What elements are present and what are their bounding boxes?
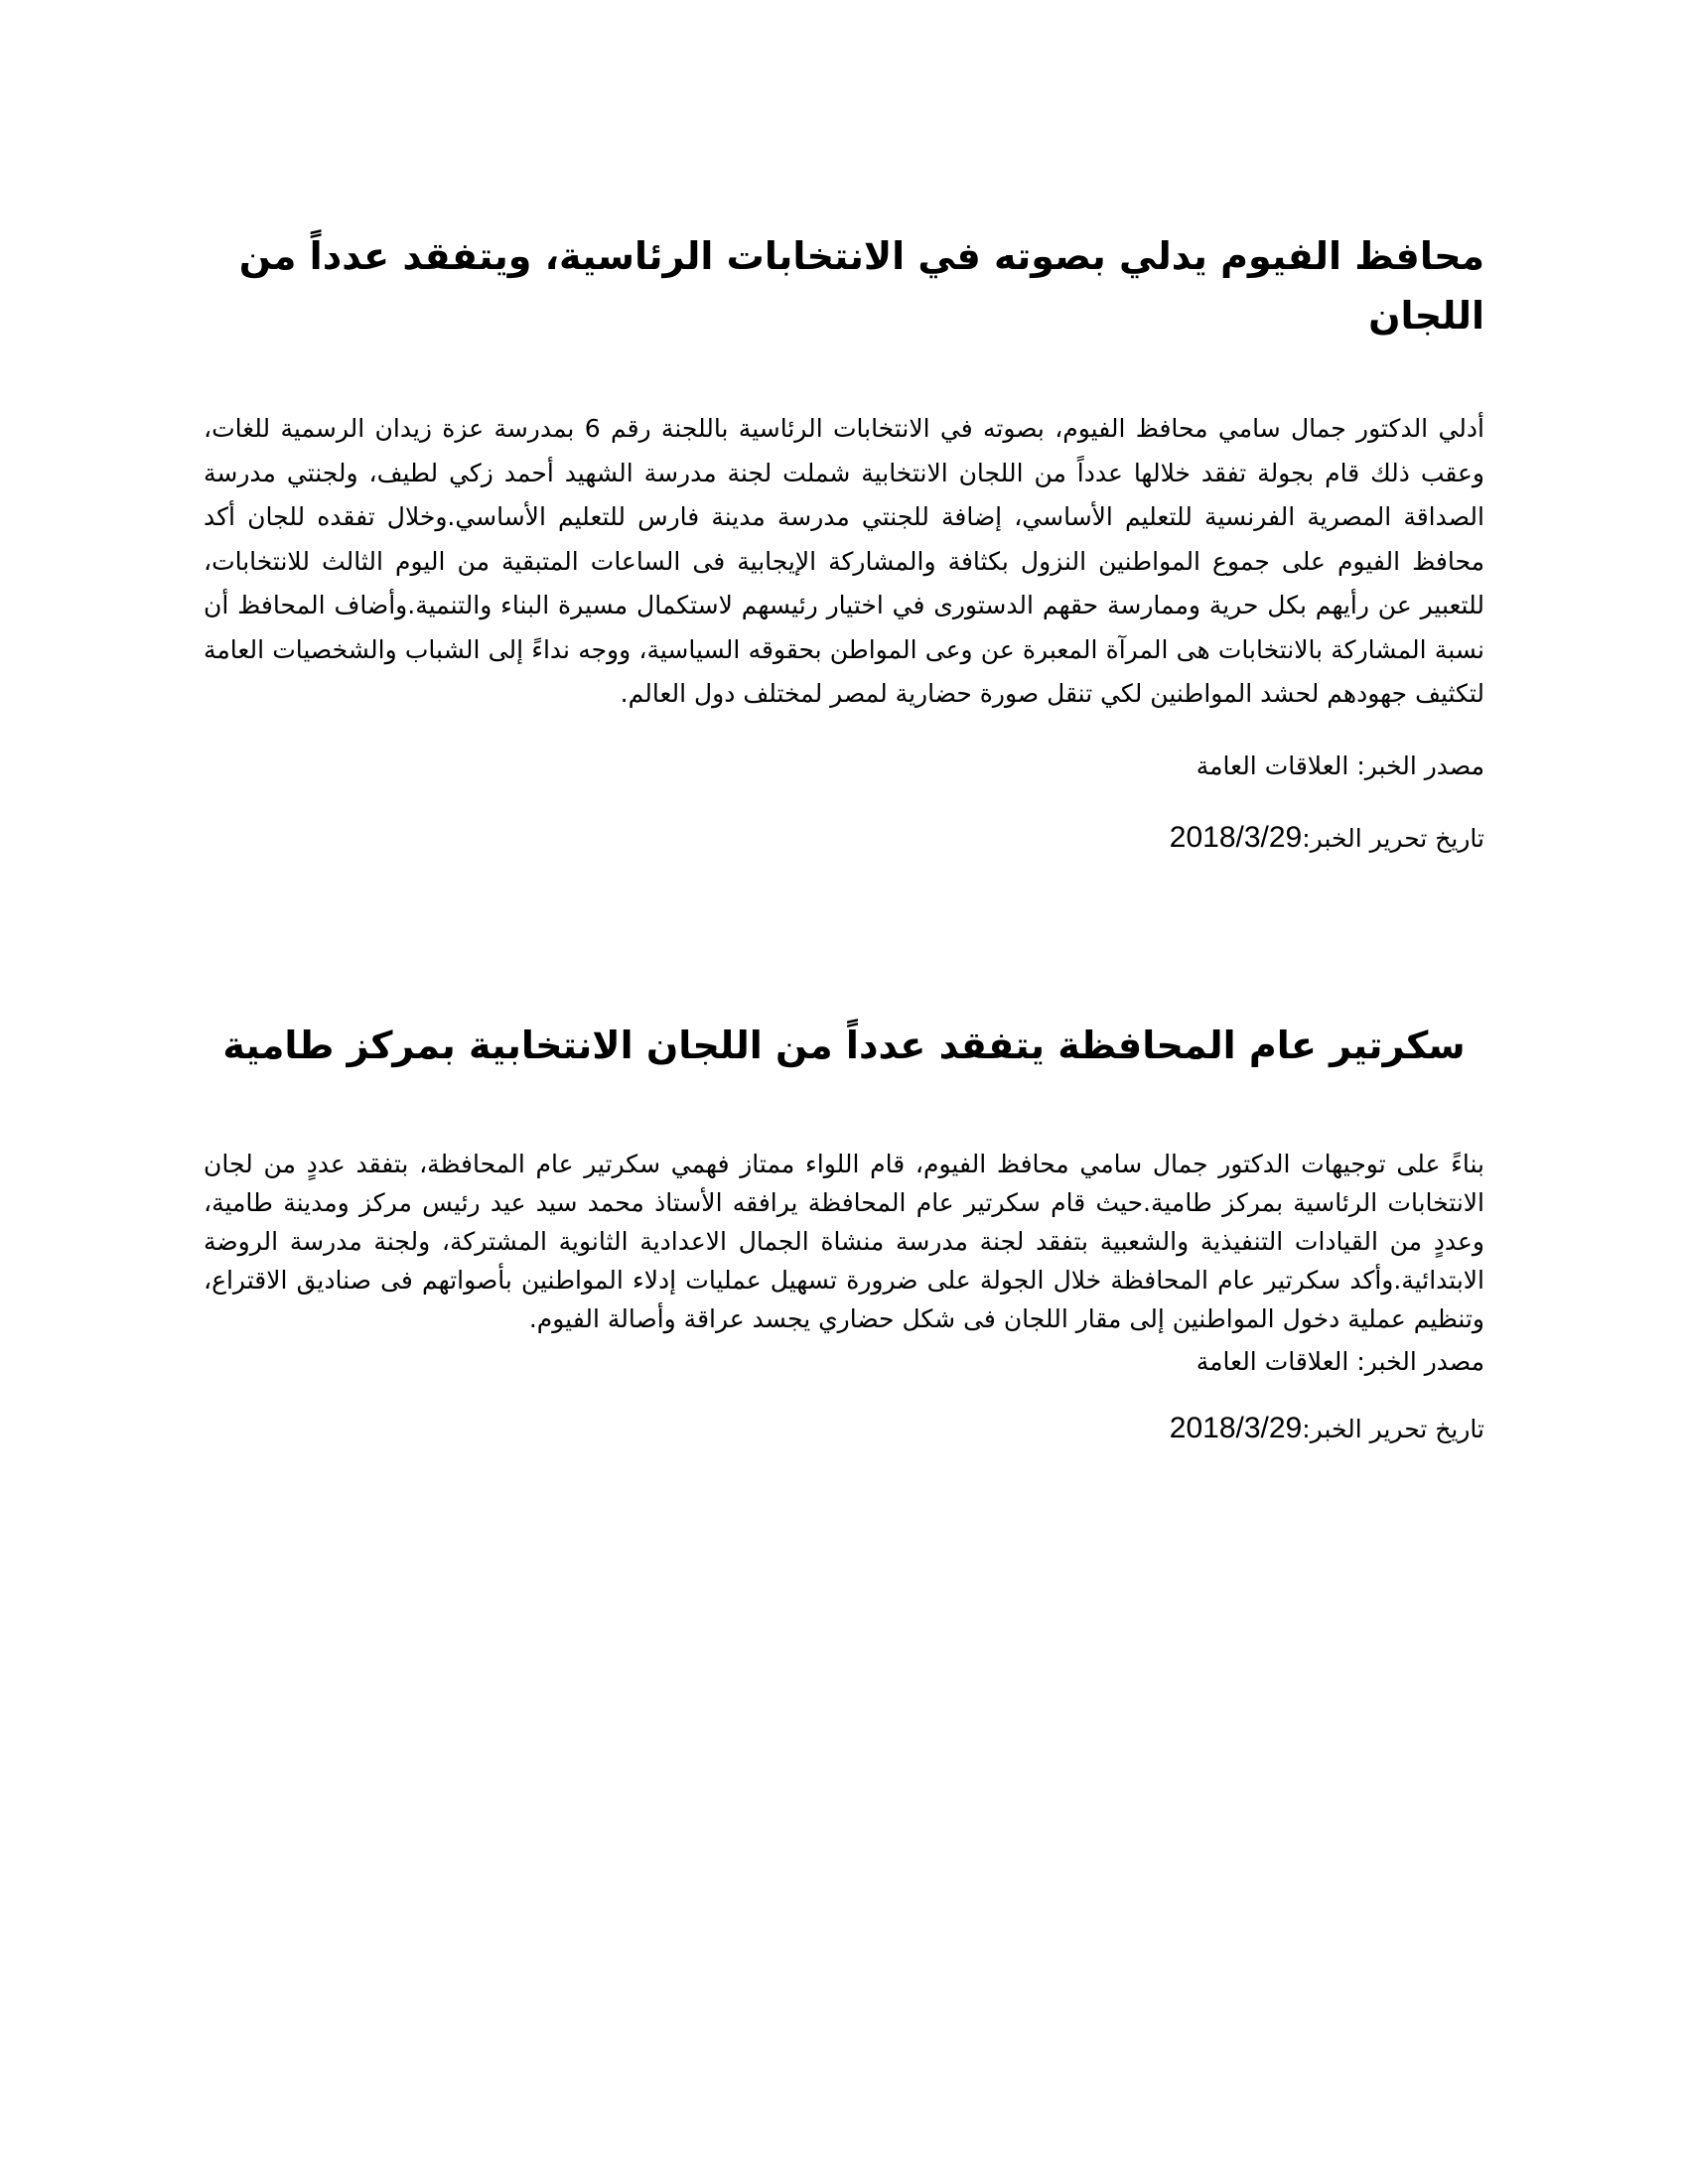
news-date-label: تاريخ تحرير الخبر: [1302,1415,1484,1443]
news-date-line [204,1409,1484,1449]
news-article [204,226,1484,859]
news-date-value: 2018/3/29 [1169,820,1303,854]
news-date-label: تاريخ تحرير الخبر: [1302,823,1484,853]
news-date-line [204,818,1484,859]
news-source-line [204,747,1484,786]
article-headline: محافظ الفيوم يدلي بصوته في الانتخابات الرئاسية، ويتفقد عدداً من اللجان [238,234,1484,338]
news-date-value: 2018/3/29 [1169,1412,1303,1444]
news-article [204,1016,1484,1449]
news-source-line [204,1342,1484,1382]
news-source-label: مصدر الخبر: [1356,751,1484,780]
news-source-value: العلاقات العامة [1196,1347,1349,1376]
news-source-label: مصدر الخبر: [1356,1347,1484,1376]
news-source-value: العلاقات العامة [1196,751,1349,780]
article-body: بناءً على توجيهات الدكتور جمال سامي محافظ الفيوم، قام اللواء ممتاز فهمي سكرتير عام المحافظة، بتفقد عددٍ من لجان الانتخابات الرئاسية بمركز طامية.حيث قام سكرتير عام المحافظة يرافقه الأستاذ محمد سيد عيد رئيس مركز ومدينة طامية، وعددٍ من القيادات التنفيذية والشعبية بتفقد لجنة مدرسة منشاة الجمال الاعدادية الثانوية المشتركة، ولجنة مدرسة الروضة الابتدائية.وأكد سكرتير عام المحافظة خلال الجولة على ضرورة تسهيل عمليات إدلاء المواطنين بأصواتهم فى صناديق الاقتراع، وتنظيم عملية دخول المواطنين إلى مقار اللجان فى شكل حضاري يجسد عراقة وأصالة الفيوم. [204,1150,1484,1333]
article-body: أدلي الدكتور جمال سامي محافظ الفيوم، بصوته في الانتخابات الرئاسية باللجنة رقم 6 بمدرسة عزة زيدان الرسمية للغات، وعقب ذلك قام بجولة تفقد خلالها عدداً من اللجان الانتخابية شملت لجنة مدرسة الشهيد أحمد زكي لطيف، ولجنتي مدرسة الصداقة المصرية الفرنسية للتعليم الأساسي، إضافة للجنتي مدرسة مدينة فارس للتعليم الأساسي.وخلال تفقده للجان أكد محافظ الفيوم على جموع المواطنين النزول بكثافة والمشاركة الإيجابية فى الساعات المتبقية من اليوم الثالث للانتخابات، للتعبير عن رأيهم بكل حرية وممارسة حقهم الدستورى في اختيار رئيسهم لاستكمال مسيرة البناء والتنمية.وأضاف المحافظ أن نسبة المشاركة بالانتخابات هى المرآة المعبرة عن وعى المواطن بحقوقه السياسية، ووجه نداءً إلى الشباب والشخصيات العامة لتكثيف جهودهم لحشد المواطنين لكي تنقل صورة حضارية لمصر لمختلف دول العالم. [204,414,1484,708]
article-headline: سكرتير عام المحافظة يتفقد عدداً من اللجان الانتخابية بمركز طامية [222,1024,1466,1067]
